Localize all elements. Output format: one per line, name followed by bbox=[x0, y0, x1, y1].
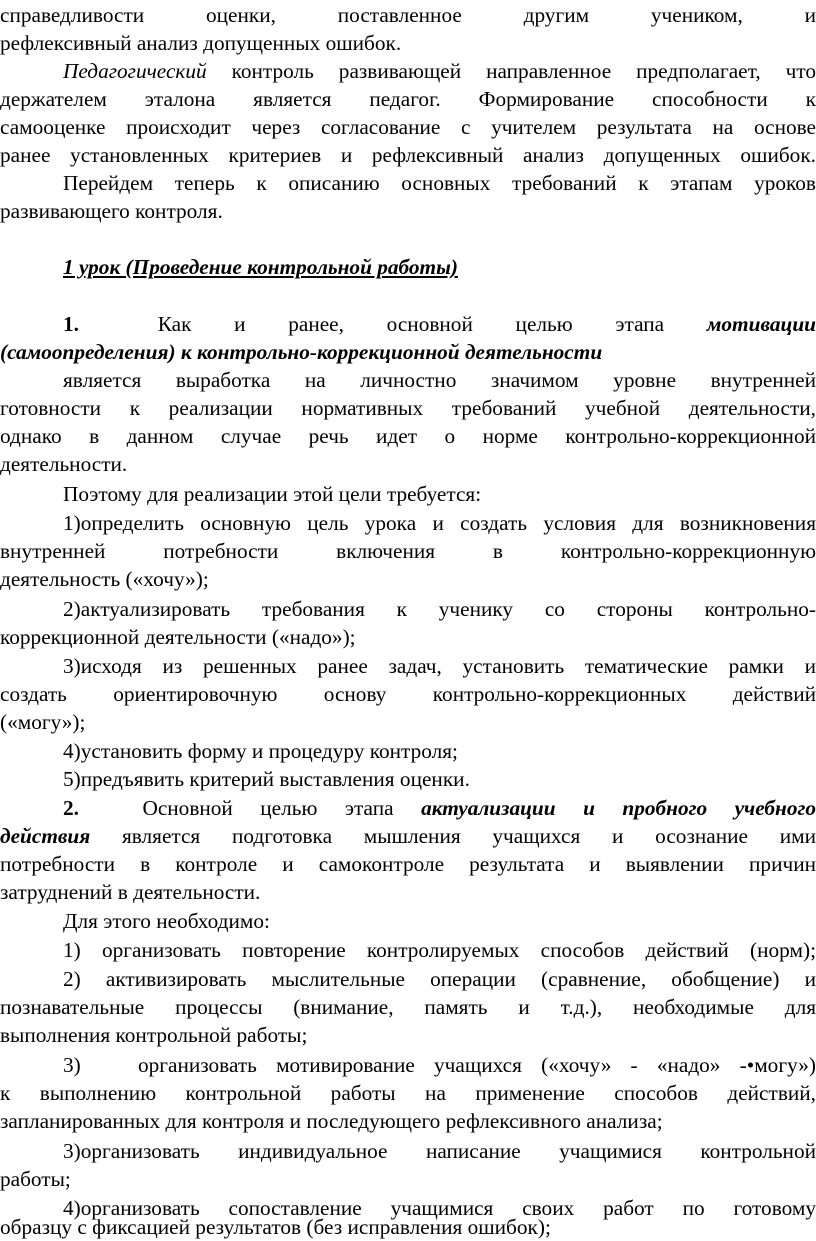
paragraph-line: является выработка на личностно значимом уровне внутренней bbox=[63, 368, 816, 392]
text-line: выполнения контрольной работы; bbox=[0, 1023, 308, 1047]
text-line: потребности в контроле и самоконтроле результата и выявлении причин bbox=[0, 852, 816, 876]
text-line: («могу»); bbox=[0, 710, 86, 734]
text-line: запланированных для контроля и последующего рефлексивного анализа; bbox=[0, 1109, 663, 1133]
text-line bbox=[0, 822, 816, 850]
text-line: образцу с фиксацией результатов (без исправления ошибок); bbox=[0, 1215, 551, 1239]
text-line: работы; bbox=[0, 1167, 71, 1191]
item-number: 1. bbox=[63, 312, 79, 336]
text-line: познавательные процессы (внимание, память и т.д.), необходимые для bbox=[0, 995, 816, 1019]
text-line: развивающего контроля. bbox=[0, 199, 223, 223]
emphasis-line: (самоопределения) к контрольно-коррекционной деятельности bbox=[0, 340, 603, 364]
list-item-line bbox=[0, 1051, 816, 1079]
text-line: внутренней потребности включения в контрольно-коррекционную bbox=[0, 539, 816, 563]
text-span: является подготовка мышления учащихся и осознание ими bbox=[90, 824, 816, 848]
emphasis-term: мотивации bbox=[706, 312, 816, 336]
text-line: держателем эталона является педагог. Формирование способности к bbox=[0, 87, 816, 111]
italic-term: Педагогический bbox=[63, 59, 207, 83]
list-item-line: 5)предъявить критерий выставления оценки. bbox=[63, 767, 470, 791]
emphasis-term: актуализации и пробного учебного bbox=[421, 796, 816, 820]
paragraph-line: Для этого необходимо: bbox=[63, 909, 270, 933]
list-item-line: 3)организовать индивидуальное написание учащимися контрольной bbox=[63, 1139, 816, 1163]
list-item-line: 1)определить основную цель урока и создать условия для возникновения bbox=[63, 511, 816, 535]
text-line: создать ориентировочную основу контрольно-коррекционных действий bbox=[0, 682, 816, 706]
paragraph-line bbox=[0, 57, 816, 85]
emphasis-term: действия bbox=[0, 824, 91, 848]
numbered-paragraph-line bbox=[0, 310, 816, 338]
text-line: ранее установленных критериев и рефлексивный анализ допущенных ошибок. bbox=[0, 143, 816, 167]
text-line: деятельности. bbox=[0, 452, 128, 476]
paragraph-line: Поэтому для реализации этой цели требуется: bbox=[63, 482, 482, 506]
text-line: справедливости оценки, поставленное другим учеником, и bbox=[0, 3, 816, 27]
numbered-paragraph-line bbox=[0, 794, 816, 822]
list-item-line: 2) активизировать мыслительные операции (сравнение, обобщение) и bbox=[63, 967, 816, 991]
text-line: самооценке происходит через согласование с учителем результата на основе bbox=[0, 115, 816, 139]
text-span: Как и ранее, основной целью этапа bbox=[157, 312, 665, 336]
text-line: рефлексивный анализ допущенных ошибок. bbox=[0, 31, 402, 55]
text-span: организовать мотивирование учащихся («хочу» - «надо» -•могу») bbox=[137, 1053, 816, 1077]
paragraph-line: Перейдем теперь к описанию основных требований к этапам уроков bbox=[63, 171, 816, 195]
text-line: однако в данном случае речь идет о норме контрольно-коррекционной bbox=[0, 424, 816, 448]
text-line: деятельность («хочу»); bbox=[0, 567, 209, 591]
text-span: Основной целью этапа bbox=[142, 796, 394, 820]
text-span: контроль развивающей направленное предполагает, что bbox=[206, 59, 816, 83]
list-item-line: 4)организовать сопоставление учащимися своих работ по готовому bbox=[63, 1196, 816, 1220]
item-number: 2. bbox=[63, 796, 79, 820]
list-item-line: 3)исходя из решенных ранее задач, установить тематические рамки и bbox=[63, 654, 816, 678]
text-line: к выполнению контрольной работы на применение способов действий, bbox=[0, 1081, 816, 1105]
list-item-line: 4)установить форму и процедуру контроля; bbox=[63, 739, 458, 763]
section-heading: 1 урок (Проведение контрольной работы) bbox=[63, 255, 458, 279]
text-line: затруднений в деятельности. bbox=[0, 880, 261, 904]
text-line: коррекционной деятельности («надо»); bbox=[0, 625, 356, 649]
list-item-line: 1) организовать повторение контролируемых способов действий (норм); bbox=[63, 938, 816, 962]
list-item-line: 2)актуализировать требования к ученику со стороны контрольно- bbox=[63, 597, 816, 621]
text-line: готовности к реализации нормативных требований учебной деятельности, bbox=[0, 396, 816, 420]
item-number: 3) bbox=[63, 1053, 81, 1077]
